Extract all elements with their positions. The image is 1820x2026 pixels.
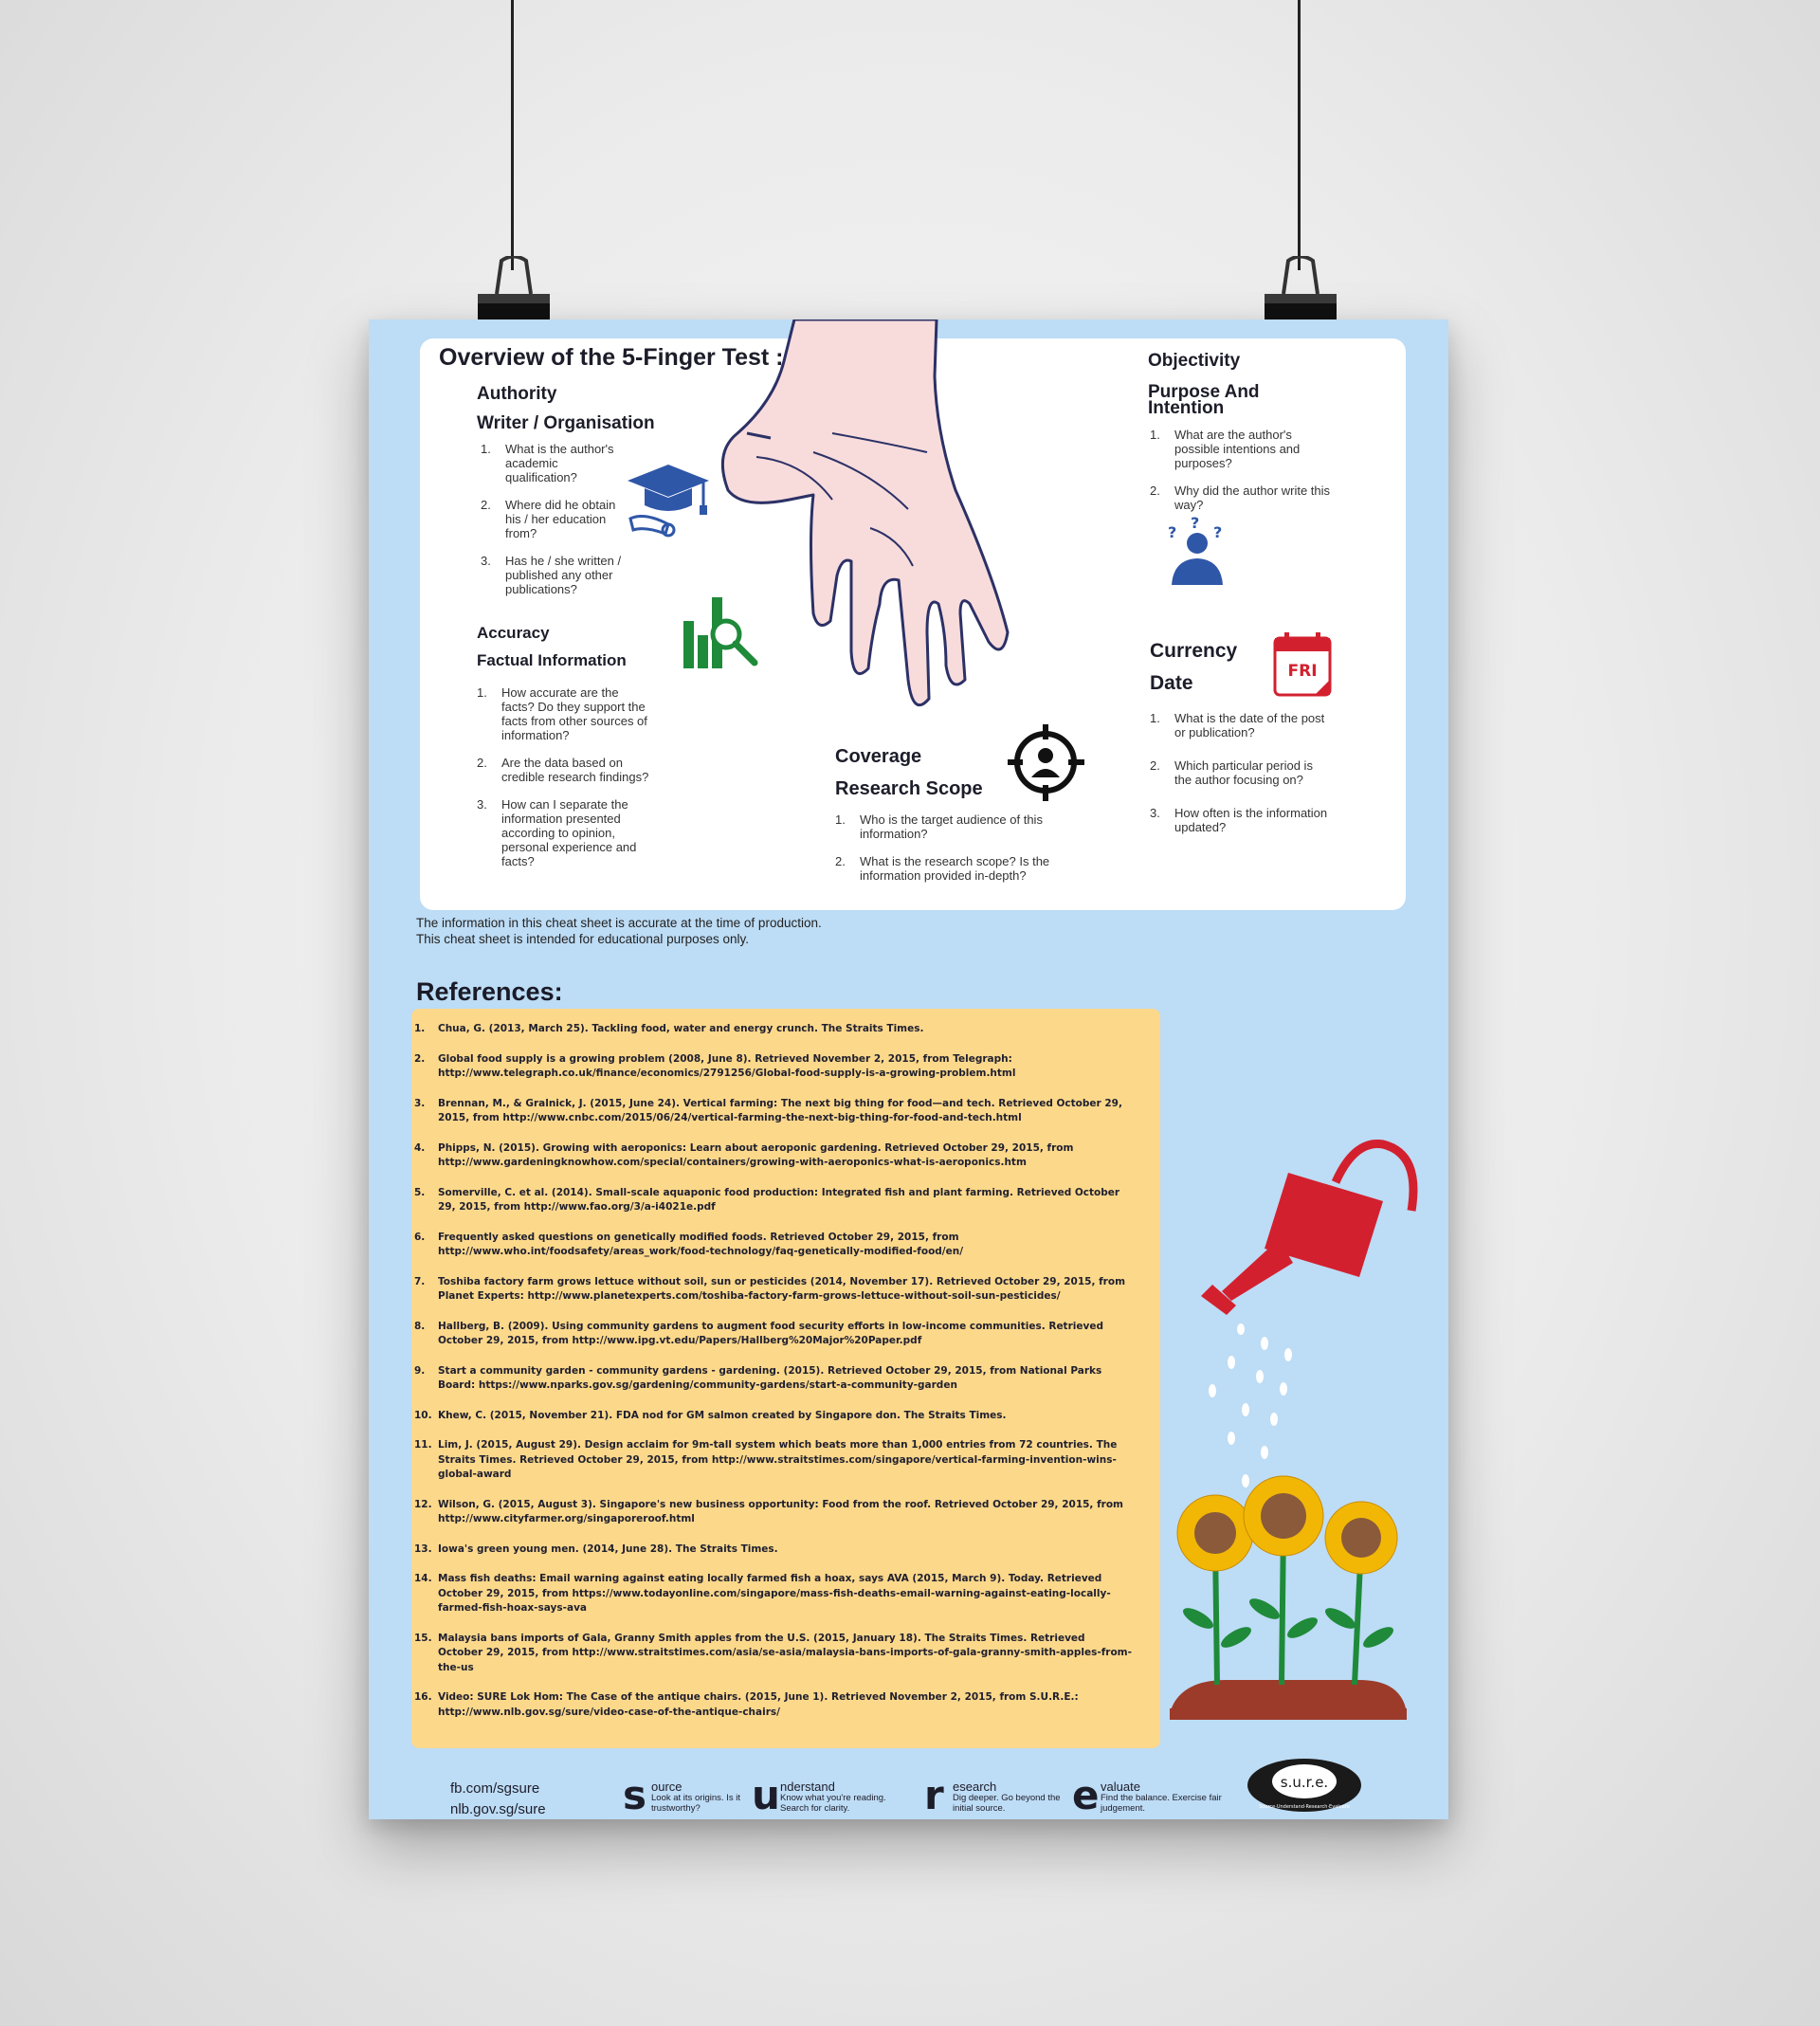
coverage-subheading: Research Scope [835, 778, 983, 799]
authority-heading: Authority [477, 384, 557, 404]
svg-text:s.u.r.e.: s.u.r.e. [1280, 1774, 1329, 1791]
references-title: References: [416, 977, 563, 1006]
coverage-heading: Coverage [835, 746, 922, 767]
hanging-string-right [1298, 0, 1301, 270]
list-item: 8. Hallberg, B. (2009). Using community gardens to augment food security efforts in low-income communities. Retrieved October 29, 2015, from http://www.ipg.vt.edu/Papers/Hallberg%20Major%20Paper.pdf [414, 1320, 1103, 1346]
disclaimer-line-1: The information in this cheat sheet is accurate at the time of production. [416, 916, 822, 930]
svg-text:?: ? [1213, 523, 1223, 541]
currency-subheading: Date [1150, 672, 1193, 694]
list-item: 10. Khew, C. (2015, November 21). FDA nod for GM salmon created by Singapore don. The Straits Times. [414, 1409, 1007, 1421]
list-item: 11. Lim, J. (2015, August 29). Design acclaim for 9m-tall system which beats more than 1,000 entries from 72 countries. The Straits Times. Retrieved October 29, 2015, from http://www.straitstimes.com/singapore/vertical-farming-invention-wins-global-award [414, 1439, 1118, 1480]
list-item: 4. Phipps, N. (2015). Growing with aeroponics: Learn about aeroponic gardening. Retrieved October 29, 2015, from http://www.gardeningknowhow.com/special/containers/growing-with-aeroponics-what-is-aeroponics.htm [414, 1141, 1074, 1168]
list-item: 3. How can I separate the information presented according to opinion, personal experience and facts? [477, 797, 637, 868]
list-item: 9. Start a community garden - community gardens - gardening. (2015). Retrieved October 29, 2015, from National Parks Board: https://www.nparks.gov.sg/gardening/community-gardens/start-a-community-garden [414, 1364, 1102, 1391]
list-item: 3. How often is the information updated? [1150, 806, 1328, 834]
calendar-label: FRI [1287, 662, 1318, 681]
graduation-cap-icon [626, 460, 711, 540]
sure-logo [1243, 1753, 1366, 1817]
list-item: 2. What is the research scope? Is the information provided in-depth? [835, 854, 1050, 883]
confused-person-icon [1164, 517, 1230, 588]
list-item: 12. Wilson, G. (2015, August 3). Singapore's new business opportunity: Food from the roof. Retrieved October 29, 2015, from http://www.cityfarmer.org/singaporeroof.html [414, 1498, 1123, 1524]
references-list [411, 1022, 1132, 1735]
list-item: 5. Somerville, C. et al. (2014). Small-scale aquaponic food production: Integrated fish and plant farming. Retrieved October 29, 2015, from http://www.fao.org/3/a-i4021e.pdf [414, 1186, 1120, 1213]
sunflowers-illustration [1170, 1467, 1411, 1737]
chart-magnifier-icon [679, 593, 764, 673]
accuracy-questions [477, 685, 652, 882]
currency-heading: Currency [1150, 640, 1238, 662]
list-item: 1. Who is the target audience of this information? [835, 812, 1043, 841]
list-item: 15. Malaysia bans imports of Gala, Granny Smith apples from the U.S. (2015, January 18). The Straits Times. Retrieved October 29, 2015, from http://www.straitstimes.com/asia/se-asia/malaysia-bans-imports-of-gala-granny-smith-apples-from-the-us [414, 1632, 1132, 1673]
list-item: 6. Frequently asked questions on genetically modified foods. Retrieved October 29, 2015, from http://www.who.int/foodsafety/areas_work/food-technology/faq-genetically-modified-food/en/ [414, 1231, 964, 1257]
target-user-icon [1006, 722, 1086, 803]
list-item: 7. Toshiba factory farm grows lettuce without soil, sun or pesticides (2014, November 17). Retrieved October 29, 2015, from Planet Experts: http://www.planetexperts.com/toshiba-factory-farm-grows-lettuce-without-soil-sun-pesticides/ [414, 1275, 1126, 1302]
list-item: 1. What is the author's academic qualification? [481, 442, 614, 484]
poster: Overview of the 5-Finger Test : Authority Writer / Organisation 1. What is the author's academic qualification? 2. Where did he obtain his / her education from? 3. Has he / she written / published any other publications? Accuracy Factual Information 1. How accurate are the facts? Do they support the facts from other sources of information? 2. Are the data based on credible research findings? 3. How can I separate the information presented according to opinion, personal experience and facts? Coverage Research Scope 1. Who is the target audience of this information? 2. What is the research scope? Is the information provided in-depth? Objectivity Purpose And Intention 1. What are the author's possible intentions and purposes? 2. Why did the author write this way? ? ? ? Currency Date FRI 1. What is the date of the post or publication? 2. Which particular period is the author focusing on? 3. How often is the information updated? The information in this cheat sheet is accurate at the time of production. This cheat sheet is intended for educational purposes only. References: 1. Chua, G. (2013, March 25). Tackling food, water and energy crunch. The Straits Times. 2. Global food supply is a growing problem (2008, June 8). Retrieved November 2, 2015, from Telegraph: http://www.telegraph.co.uk/finance/economics/2791256/Global-food-supply-is-a-growing-problem.html 3. Brennan, M., & Gralnick, J. (2015, June 24). Vertical farming: The next big thing for food—and tech. Retrieved October 29, 2015, from http://www.cnbc.com/2015/06/24/vertical-farming-the-next-big-thing-for-food-and-tech.html 4. Phipps, N. (2015). Growing with aeroponics: Learn about aeroponic gardening. Retrieved October 29, 2015, from http://www.gardeningknowhow.com/special/containers/growing-with-aeroponics-what-is-aeroponics.htm 5. Somerville, C. et al. (2014). Small-scale aquaponic food production: Integrated fish and plant farming. Retrieved October 29, 2015, from http://www.fao.org/3/a-i4021e.pdf 6. Frequently asked questions on genetically modified foods. Retrieved October 29, 2015, from http://www.who.int/foodsafety/areas_work/food-technology/faq-genetically-modified-food/en/ 7. Toshiba factory farm grows lettuce without soil, sun or pesticides (2014, November 17). Retrieved October 29, 2015, from Planet Experts: http://www.planetexperts.com/toshiba-factory-farm-grows-lettuce-without-soil-sun-pesticides/ 8. Hallberg, B. (2009). Using community gardens to augment food security efforts in low-income communities. Retrieved October 29, 2015, from http://www.ipg.vt.edu/Papers/Hallberg%20Major%20Paper.pdf 9. Start a community garden - community gardens - gardening. (2015). Retrieved October 29, 2015, from National Parks Board: https://www.nparks.gov.sg/gardening/community-gardens/start-a-community-garden 10. Khew, C. (2015, November 21). FDA nod for GM salmon created by Singapore don. The Straits Times. 11. Lim, J. (2015, August 29). Design acclaim for 9m-tall system which beats more than 1,000 entries from 72 countries. The Straits Times. Retrieved October 29, 2015, from http://www.straitstimes.com/singapore/vertical-farming-invention-wins-global-award 12. Wilson, G. (2015, August 3). Singapore's new business opportunity: Food from the roof. Retrieved October 29, 2015, from http://www.cityfarmer.org/singaporeroof.html 13. Iowa's green young men. (2014, June 28). The Straits Times. 14. Mass fish deaths: Email warning against eating locally farmed fish a hoax, says AVA (2015, March 9). Today. Retrieved October 29, 2015, from https://www.todayonline.com/singapore/mass-fish-deaths-email-warning-against-eating-locally-farmed-fish-hoax-says-ava 15. Malaysia bans imports of Gala, Granny Smith apples from the U.S. (2015, January 18). The Straits Times. Retrieved October 29, 2015, from http://www.straitstimes.com/asia/se-asia/malaysia-bans-imports-of-gala-granny-smith-apples-from-the-us 16. Video: SURE Lok Hom: The Case of the antique chairs. (2015, June 1). Retrieved November 2, 2015, from S.U.R.E.: http://www.nlb.gov.sg/sure/video-case-of-the-antique-chairs/ fb.com/sgsure nlb.gov.sg/sure s ource Look at its origins. Is it trustworthy? u nderstand Know what you're reading. Search for clarity. r esearch Dig deeper. Go beyond the initial source. e valuate Find the balance. Exercise fair judgement. s.u.r.e. Source·Understand·Research·Evaluate [369, 319, 1448, 1819]
list-item: 2. Where did he obtain his / her education from? [481, 498, 616, 540]
list-item: 1. How accurate are the facts? Do they support the facts from other sources of information? [477, 685, 647, 742]
list-item: 2. Global food supply is a growing problem (2008, June 8). Retrieved November 2, 2015, from Telegraph: http://www.telegraph.co.uk/finance/economics/2791256/Global-food-supply-is-a-growing-problem.html [414, 1052, 1016, 1079]
coverage-questions [835, 812, 1063, 896]
facebook-link[interactable]: fb.com/sgsure [450, 1780, 540, 1797]
overview-title: Overview of the 5-Finger Test : [439, 344, 784, 371]
list-item: 1. Chua, G. (2013, March 25). Tackling food, water and energy crunch. The Straits Times. [414, 1023, 924, 1034]
objectivity-subheading: Purpose And Intention [1148, 382, 1260, 418]
disclaimer-line-2: This cheat sheet is intended for educational purposes only. [416, 932, 749, 946]
accuracy-heading: Accuracy [477, 624, 550, 642]
list-item: 1. What is the date of the post or publication? [1150, 711, 1325, 739]
objectivity-heading: Objectivity [1148, 351, 1241, 371]
list-item: 14. Mass fish deaths: Email warning against eating locally farmed fish a hoax, says AVA (2015, March 9). Today. Retrieved October 29, 2015, from https://www.todayonline.com/singapore/mass-fish-deaths-email-warning-against-eating-locally-farmed-fish-hoax-says-ava [414, 1573, 1111, 1614]
currency-questions [1150, 711, 1330, 848]
hand-illustration [719, 319, 1069, 765]
objectivity-questions [1150, 428, 1339, 525]
calendar-icon [1273, 632, 1332, 697]
list-item: 2. Are the data based on credible research findings? [477, 756, 649, 784]
list-item: 3. Has he / she written / published any other publications? [481, 554, 622, 596]
svg-text:Source·Understand·Research·Eva: Source·Understand·Research·Evaluate [1259, 1804, 1350, 1810]
list-item: 1. What are the author's possible intentions and purposes? [1150, 428, 1301, 470]
authority-subheading: Writer / Organisation [477, 413, 655, 433]
website-link[interactable]: nlb.gov.sg/sure [450, 1801, 546, 1817]
authority-questions [481, 442, 623, 610]
hanging-string-left [511, 0, 514, 270]
references-box [411, 1009, 1160, 1748]
svg-text:?: ? [1168, 523, 1177, 541]
list-item: 16. Video: SURE Lok Hom: The Case of the antique chairs. (2015, June 1). Retrieved November 2, 2015, from S.U.R.E.: http://www.nlb.gov.sg/sure/video-case-of-the-antique-chairs/ [414, 1691, 1079, 1718]
list-item: 3. Brennan, M., & Gralnick, J. (2015, June 24). Vertical farming: The next big thing for food—and tech. Retrieved October 29, 2015, from http://www.cnbc.com/2015/06/24/vertical-farming-the-next-big-thing-for-food-and-tech.html [414, 1097, 1122, 1123]
list-item: 2. Why did the author write this way? [1150, 484, 1331, 512]
five-finger-panel [420, 338, 1406, 910]
svg-text:?: ? [1191, 517, 1200, 532]
list-item: 2. Which particular period is the author focusing on? [1150, 758, 1313, 787]
accuracy-subheading: Factual Information [477, 651, 627, 669]
list-item: 13. Iowa's green young men. (2014, June 28). The Straits Times. [414, 1542, 778, 1555]
